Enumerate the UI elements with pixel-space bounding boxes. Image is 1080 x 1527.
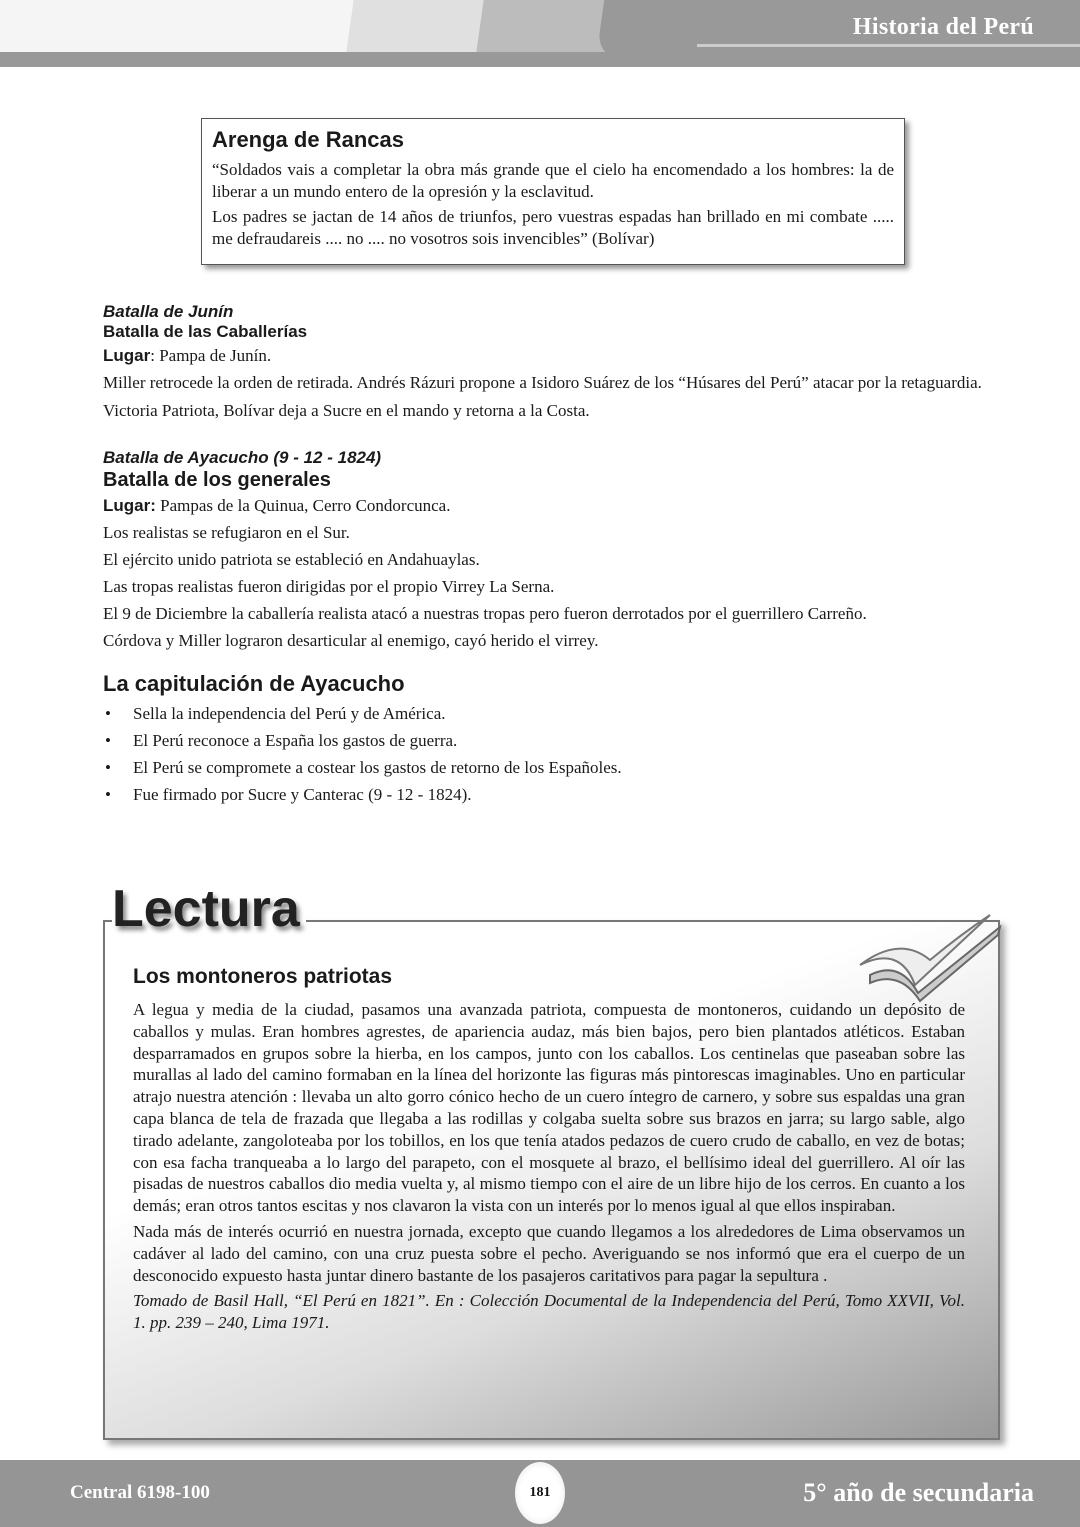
list-item: • El Perú se compromete a costear los gastos de retorno de los Españoles. xyxy=(103,754,1013,781)
arenga-paragraph: “Soldados vais a completar la obra más grande que el cielo ha encomendado a los hombres: la de liberar a un mundo entero de la opresión y la esclavitud. xyxy=(212,160,894,201)
lugar-label: Lugar: xyxy=(103,496,156,515)
capitulacion-title: La capitulación de Ayacucho xyxy=(103,671,405,696)
ayacucho-subtitle: Batalla de los generales xyxy=(103,469,331,491)
lectura-paragraph: A legua y media de la ciudad, pasamos una avanzada patriota, compuesta de montoneros, cuidando un depósito de caballos y mulas. Eran hombres agrestes, de apariencia audaz, más bien bajos, pero bien plantados atléticos. Estaban desparramados en grupos sobre la hierba, en los campos, junto con los caballos. Los centinelas que paseaban sobre las murallas al lado del camino formaban en la línea del horizonte las figuras más pintorescas imaginables. Uno en particular atrajo nuestra atención : llevaba un alto gorro cónico hecho de un cuero íntegro de carnero, y sobre sus espaldas una gran capa blanca de tela de frazada que llegaba a las rodillas y colgaba suelta sobre sus brazos en jarra; su largo sable, algo tirado adelante, zangoloteaba por los tobillos, en los que tenía atados pedazos de cuero crudo de caballo, en vez de botas; con esa facha tranqueaba a lo largo del parapeto, con el mosquete al brazo, el bellísimo ideal del guerrillero. Al oír las pisadas de nuestros caballos dio media vuelta y, al mismo tiempo con el aire de un libre hijo de los cerros. En cuanto a los demás; eran otros tantos escitas y nos clavaron la vista con un interés por lo menos igual al que ellos inspiraban. xyxy=(133,1000,965,1216)
ayacucho-lugar xyxy=(103,492,1013,519)
main-content xyxy=(103,302,1013,808)
ayacucho-line: El ejército unido patriota se estableció en Andahuaylas. xyxy=(103,550,480,569)
lectura-title: Los montoneros patriotas xyxy=(133,965,393,988)
junin-line: Victoria Patriota, Bolívar deja a Sucre en el mando y retorna a la Costa. xyxy=(103,401,590,420)
arenga-title: Arenga de Rancas xyxy=(212,127,404,152)
junin-line: Miller retrocede la orden de retirada. Andrés Rázuri propone a Isidoro Suárez de los “Húsares del Perú” atacar por la retaguardia. xyxy=(103,373,982,392)
capitulacion-list xyxy=(103,700,1013,808)
junin-lugar xyxy=(103,342,1013,369)
footer-phone: Central 6198-100 xyxy=(70,1482,210,1503)
junin-subtitle: Batalla de las Caballerías xyxy=(103,322,308,341)
lectura-content xyxy=(133,965,965,1338)
page-header xyxy=(0,0,1080,67)
lugar-value: Pampas de la Quinua, Cerro Condorcunca. xyxy=(155,496,451,515)
header-title: Historia del Perú xyxy=(852,14,1034,40)
ayacucho-line: Las tropas realistas fueron dirigidas por el propio Virrey La Serna. xyxy=(103,577,555,596)
ayacucho-line: Córdova y Miller lograron desarticular al enemigo, cayó herido el virrey. xyxy=(103,631,599,650)
footer-grade: 5° año de secundaria xyxy=(803,1478,1034,1507)
ayacucho-line: El 9 de Diciembre la caballería realista atacó a nuestras tropas pero fueron derrotados por el guerrillero Carreño. xyxy=(103,604,867,623)
page-footer xyxy=(0,1460,1080,1527)
lectura-paragraph: Nada más de interés ocurrió en nuestra jornada, excepto que cuando llegamos a los alrededores de Lima observamos un cadáver al lado del camino, con una cruz puesta sobre el pecho. Averiguando se nos informó que era el cuerpo de un desconocido expuesto hasta juntar dinero bastante de los pasajeros caritativos para pagar la sepultura . xyxy=(133,1221,965,1285)
lugar-label: Lugar xyxy=(103,346,151,365)
list-item: • Sella la independencia del Perú y de América. xyxy=(103,700,1013,727)
ayacucho-line: Los realistas se refugiaron en el Sur. xyxy=(103,523,350,542)
junin-title: Batalla de Junín xyxy=(103,302,234,321)
list-item: • Fue firmado por Sucre y Canterac (9 - 12 - 1824). xyxy=(103,781,1013,808)
lugar-value: : Pampa de Junín. xyxy=(150,346,272,365)
arenga-paragraph: Los padres se jactan de 14 años de triunfos, pero vuestras espadas han brillado en mi combate ..... me defraudareis .... no .... no vosotros sois invencibles” (Bolívar) xyxy=(212,207,894,248)
page-number: 181 xyxy=(515,1462,565,1524)
ayacucho-title: Batalla de Ayacucho (9 - 12 - 1824) xyxy=(103,448,382,467)
lectura-source: Tomado de Basil Hall, “El Perú en 1821”. En : Colección Documental de la Independencia del Perú, Tomo XXVII, Vol. 1. pp. 239 – 240, Lima 1971. xyxy=(133,1291,965,1333)
list-item: • El Perú reconoce a España los gastos de guerra. xyxy=(103,727,1013,754)
header-band xyxy=(0,52,1080,67)
header-underline xyxy=(697,44,1080,47)
lectura-label: Lectura xyxy=(112,878,306,940)
arenga-box xyxy=(201,118,905,265)
